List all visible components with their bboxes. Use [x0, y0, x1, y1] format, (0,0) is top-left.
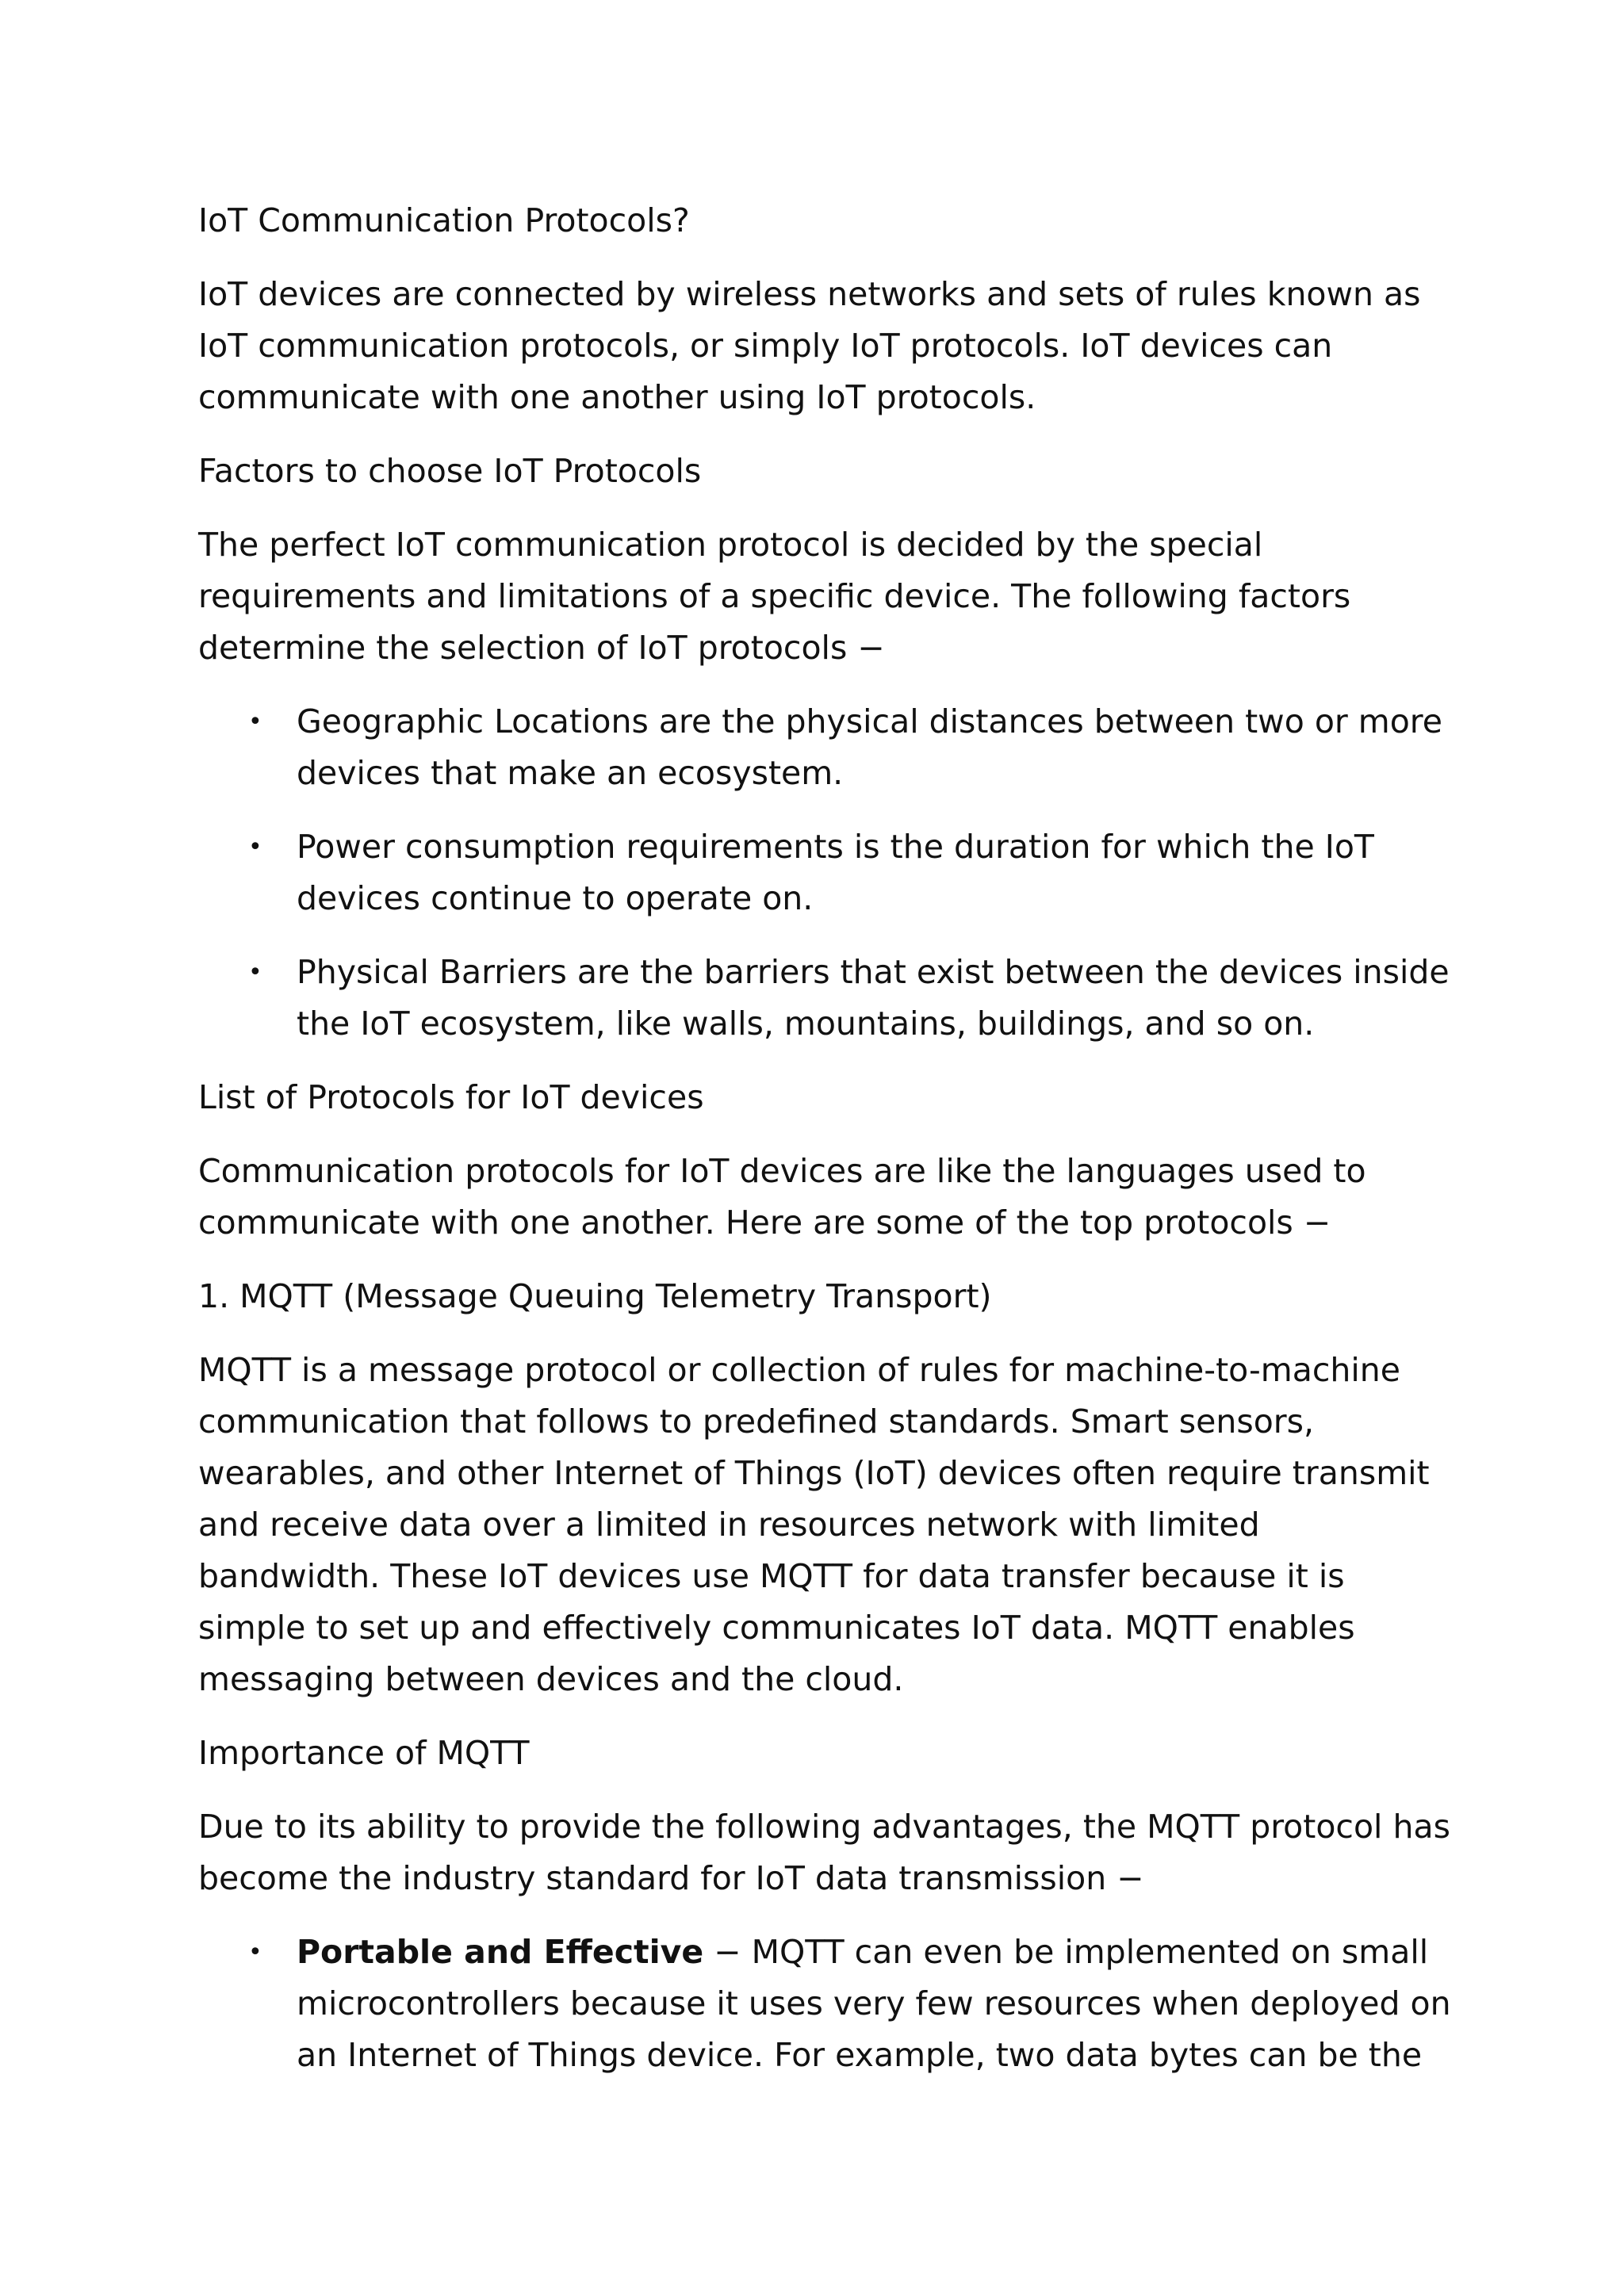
heading-iot-protocols: IoT Communication Protocols?	[198, 201, 690, 239]
document-page	[198, 195, 1451, 2103]
advantages-list	[198, 1927, 1451, 2081]
bullet-icon: •	[248, 1938, 262, 1966]
mqtt-description-paragraph: MQTT is a message protocol or collection of rules for machine-to-machine communication that follows to predefined standards. Smart sensors, wearables, and other Internet of Things (IoT) devices often require transmit and receive data over a limited in resources network with limited bandwidth. These IoT devices use MQTT for data transfer because it is simple to set up and effectively communicates IoT data. MQTT enables messaging between devices and the cloud.	[198, 1351, 1430, 1698]
heading-importance-mqtt: Importance of MQTT	[198, 1734, 530, 1772]
importance-intro-paragraph: Due to its ability to provide the following advantages, the MQTT protocol has become the industry standard for IoT data transmission −	[198, 1808, 1450, 1897]
protocol-list-intro-paragraph: Communication protocols for IoT devices are like the languages used to communicate with one another. Here are some of the top protocols −	[198, 1152, 1366, 1242]
list-item	[198, 696, 1451, 799]
bullet-icon: •	[248, 833, 262, 861]
bullet-icon: •	[248, 708, 262, 736]
list-item-text: Physical Barriers are the barriers that exist between the devices inside the IoT ecosystem, like walls, mountains, buildings, and so on.	[297, 953, 1450, 1043]
intro-paragraph: IoT devices are connected by wireless networks and sets of rules known as IoT communication protocols, or simply IoT protocols. IoT devices can communicate with one another using IoT protocols.	[198, 275, 1421, 416]
list-item-text: Power consumption requirements is the duration for which the IoT devices continue to operate on.	[297, 828, 1374, 917]
heading-factors: Factors to choose IoT Protocols	[198, 452, 702, 490]
factors-intro-paragraph: The perfect IoT communication protocol is decided by the special requirements and limitations of a specific device. The following factors determine the selection of IoT protocols −	[198, 526, 1351, 667]
advantage-text: − MQTT can even be implemented on small microcontrollers because it uses very few resources when deployed on an Internet of Things device. For example, two data bytes can be the	[297, 1933, 1451, 2074]
heading-protocol-list: List of Protocols for IoT devices	[198, 1078, 704, 1116]
heading-mqtt: 1. MQTT (Message Queuing Telemetry Transport)	[198, 1277, 992, 1315]
bullet-icon: •	[248, 959, 262, 986]
list-item	[198, 947, 1451, 1050]
factors-list	[198, 696, 1451, 1050]
list-item	[198, 821, 1451, 924]
list-item-text: Geographic Locations are the physical distances between two or more devices that make an ecosystem.	[297, 702, 1442, 792]
advantage-term: Portable and Effective	[297, 1933, 704, 1971]
list-item	[198, 1927, 1451, 2081]
